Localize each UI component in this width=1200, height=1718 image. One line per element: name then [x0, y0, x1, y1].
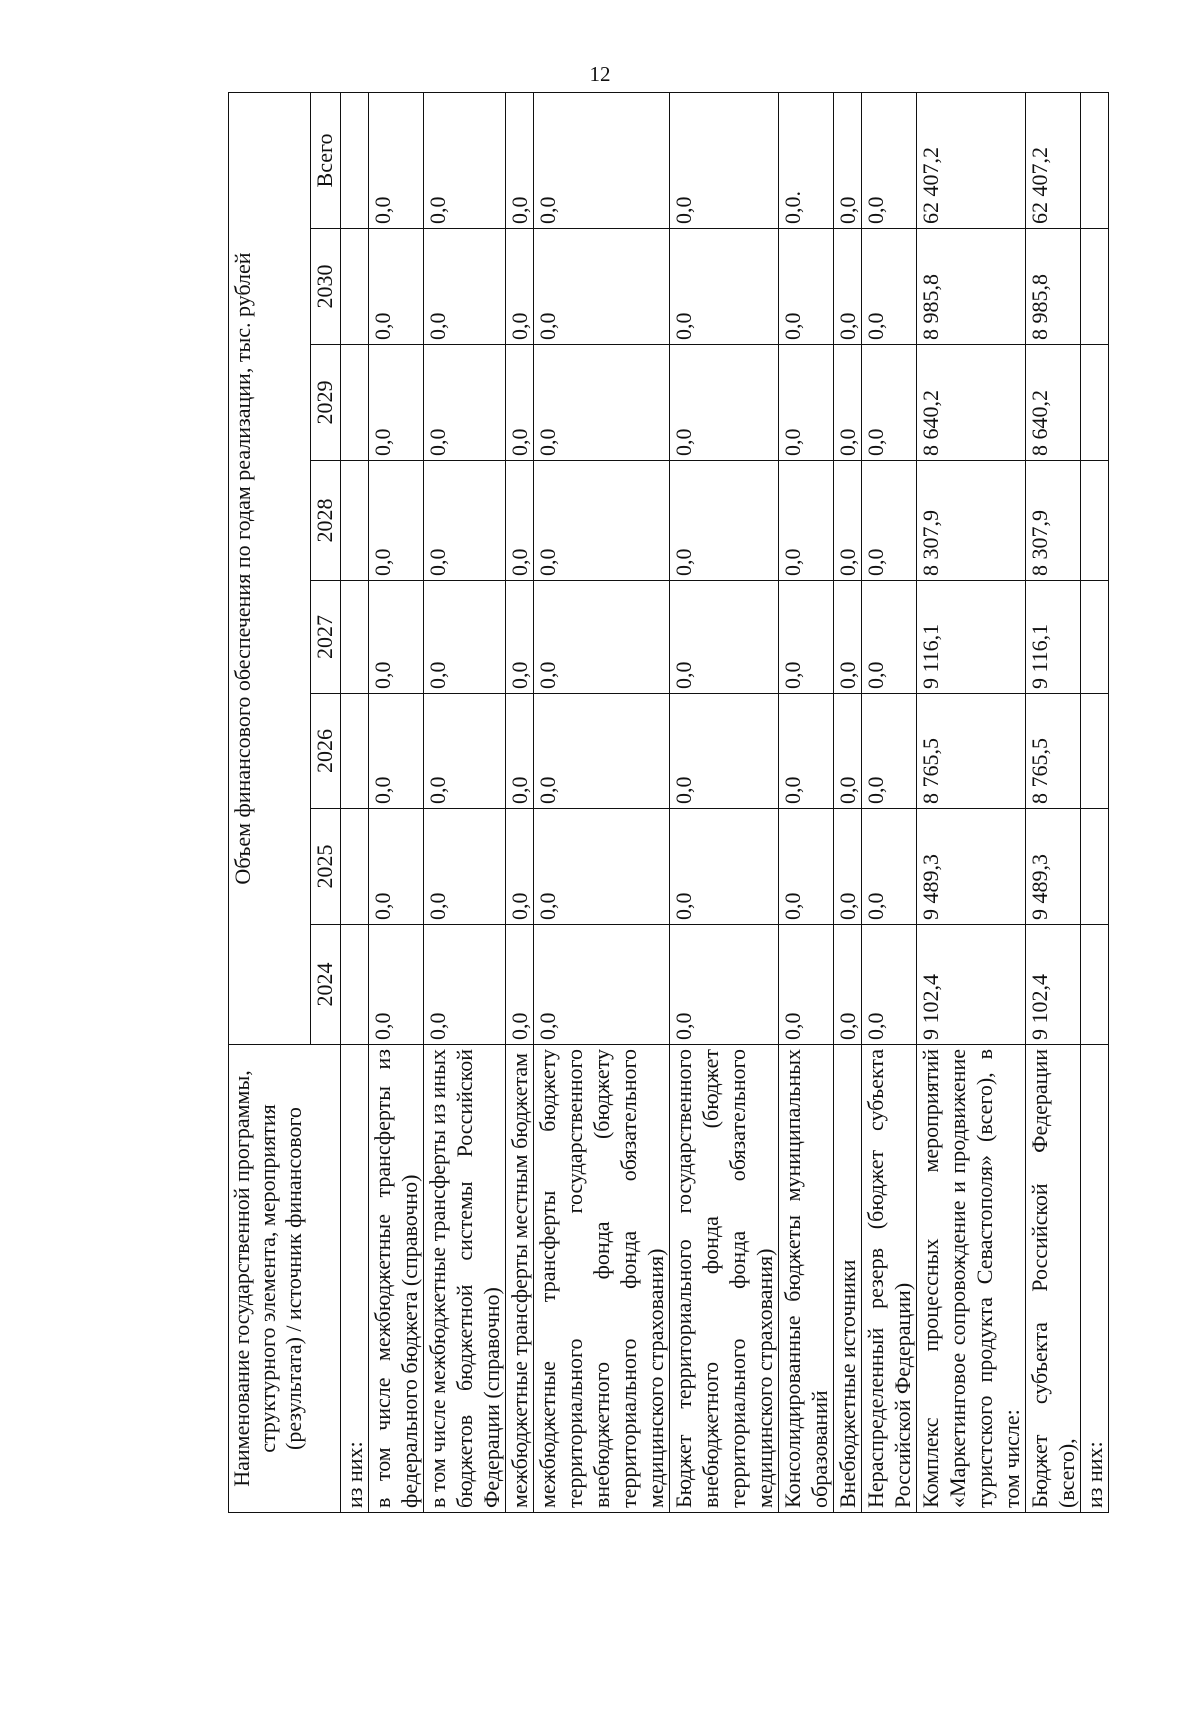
value-total: 0,0 [534, 92, 670, 228]
value-2026: 0,0 [424, 694, 506, 809]
value-2028: 8 307,9 [917, 461, 1026, 581]
value-2025: 0,0 [779, 809, 834, 925]
header-year-2025: 2025 [311, 809, 341, 925]
value-2026 [341, 694, 369, 809]
value-2026 [1081, 694, 1109, 809]
table-row [1081, 92, 1109, 1512]
value-2025: 0,0 [834, 809, 862, 925]
value-total [1081, 92, 1109, 228]
row-name: Комплекс процессных мероприятий «Маркетинговое сопровождение и продвижение туристского продукта Севастополя» (всего), в том числе: [917, 1045, 1026, 1513]
row-name: из них: [1081, 1045, 1109, 1513]
value-2024: 0,0 [862, 925, 917, 1045]
value-2024: 0,0 [834, 925, 862, 1045]
value-2028: 0,0 [670, 461, 779, 581]
value-total: 0,0 [670, 92, 779, 228]
value-total: 0,0 [862, 92, 917, 228]
row-name: Бюджет субъекта Российской Федерации (всего), [1026, 1045, 1081, 1513]
table-row [834, 92, 862, 1512]
value-2028: 0,0 [862, 461, 917, 581]
value-2024: 0,0 [779, 925, 834, 1045]
row-name: Внебюджетные источники [834, 1045, 862, 1513]
value-2026: 8 765,5 [1026, 694, 1081, 809]
row-name: Консолидированные бюджеты муниципальных образований [779, 1045, 834, 1513]
header-year-2026: 2026 [311, 694, 341, 809]
value-2028: 0,0 [534, 461, 670, 581]
header-total: Всего [311, 92, 341, 228]
value-2030: 0,0 [834, 229, 862, 345]
value-2027: 9 116,1 [1026, 581, 1081, 694]
value-2030: 0,0 [424, 229, 506, 345]
value-total: 0,0 [369, 92, 424, 228]
value-2030: 8 985,8 [917, 229, 1026, 345]
value-2024: 9 102,4 [917, 925, 1026, 1045]
value-2026: 0,0 [670, 694, 779, 809]
value-2029: 0,0 [834, 345, 862, 461]
value-2024 [341, 925, 369, 1045]
value-2024: 0,0 [534, 925, 670, 1045]
value-2028: 8 307,9 [1026, 461, 1081, 581]
value-2030: 0,0 [369, 229, 424, 345]
value-2028: 0,0 [506, 461, 534, 581]
value-2027 [1081, 581, 1109, 694]
page-number: 12 [589, 62, 611, 86]
row-name: в том числе межбюджетные трансферты из иных бюджетов бюджетной системы Российской Федерации (справочно) [424, 1045, 506, 1513]
value-2030: 0,0 [862, 229, 917, 345]
value-2024: 0,0 [506, 925, 534, 1045]
value-2029: 8 640,2 [1026, 345, 1081, 461]
value-2026: 0,0 [534, 694, 670, 809]
value-total: 0,0. [779, 92, 834, 228]
value-2030 [1081, 229, 1109, 345]
header-year-2029: 2029 [311, 345, 341, 461]
value-2025 [341, 809, 369, 925]
value-2030: 0,0 [670, 229, 779, 345]
value-total: 0,0 [424, 92, 506, 228]
value-2024: 0,0 [424, 925, 506, 1045]
table-row [369, 92, 424, 1512]
value-2026: 0,0 [834, 694, 862, 809]
row-name: в том числе межбюджетные трансферты из федерального бюджета (справочно) [369, 1045, 424, 1513]
value-2027: 9 116,1 [917, 581, 1026, 694]
value-2025: 9 489,3 [1026, 809, 1081, 925]
table-row [779, 92, 834, 1512]
value-2028: 0,0 [779, 461, 834, 581]
row-name: Бюджет территориального государственного внебюджетного фонда (бюджет территориального фонда обязательного медицинского страхования) [670, 1045, 779, 1513]
value-2027: 0,0 [506, 581, 534, 694]
value-2027: 0,0 [369, 581, 424, 694]
value-total: 62 407,2 [917, 92, 1026, 228]
value-2026: 0,0 [779, 694, 834, 809]
rotated-table-wrapper [228, 93, 1107, 1513]
value-2028 [1081, 461, 1109, 581]
value-total [341, 92, 369, 228]
value-2024: 0,0 [369, 925, 424, 1045]
header-year-2028: 2028 [311, 461, 341, 581]
value-2028: 0,0 [834, 461, 862, 581]
value-2030: 0,0 [779, 229, 834, 345]
value-2029: 0,0 [862, 345, 917, 461]
value-2025: 0,0 [424, 809, 506, 925]
value-2027: 0,0 [534, 581, 670, 694]
table-row [341, 92, 369, 1512]
value-2029: 0,0 [670, 345, 779, 461]
table-row [862, 92, 917, 1512]
row-name: из них: [341, 1045, 369, 1513]
row-name: межбюджетные трансферты местным бюджетам [506, 1045, 534, 1513]
value-2025: 0,0 [534, 809, 670, 925]
header-name-column: Наименование государственной программы, структурного элемента, мероприятия (результата) / источник финансового [229, 1045, 341, 1513]
value-2024: 9 102,4 [1026, 925, 1081, 1045]
value-2029: 0,0 [369, 345, 424, 461]
table-row [1026, 92, 1081, 1512]
budget-table [228, 92, 1109, 1513]
header-year-2024: 2024 [311, 925, 341, 1045]
row-name: межбюджетные трансферты бюджету территориального государственного внебюджетного фонда (бюджету территориального фонда обязательного медицинского страхования) [534, 1045, 670, 1513]
table-row [534, 92, 670, 1512]
value-2027: 0,0 [424, 581, 506, 694]
table-row [506, 92, 534, 1512]
value-2030: 0,0 [506, 229, 534, 345]
value-2030: 0,0 [534, 229, 670, 345]
value-2030: 8 985,8 [1026, 229, 1081, 345]
table-row [917, 92, 1026, 1512]
header-year-2027: 2027 [311, 581, 341, 694]
header-funding-group: Объем финансового обеспечения по годам реализации, тыс. рублей [229, 92, 311, 1044]
value-total: 0,0 [506, 92, 534, 228]
value-2025: 9 489,3 [917, 809, 1026, 925]
value-2025 [1081, 809, 1109, 925]
value-total: 0,0 [834, 92, 862, 228]
value-2029: 0,0 [506, 345, 534, 461]
value-2029: 0,0 [424, 345, 506, 461]
row-name: Нераспределенный резерв (бюджет субъекта Российской Федерации) [862, 1045, 917, 1513]
value-2024 [1081, 925, 1109, 1045]
header-year-2030: 2030 [311, 229, 341, 345]
value-2029: 0,0 [779, 345, 834, 461]
value-2025: 0,0 [670, 809, 779, 925]
value-2026: 0,0 [506, 694, 534, 809]
value-2025: 0,0 [506, 809, 534, 925]
value-2024: 0,0 [670, 925, 779, 1045]
value-2028 [341, 461, 369, 581]
value-2029: 8 640,2 [917, 345, 1026, 461]
value-2025: 0,0 [862, 809, 917, 925]
value-2029: 0,0 [534, 345, 670, 461]
value-2025: 0,0 [369, 809, 424, 925]
table-row [424, 92, 506, 1512]
value-2027: 0,0 [670, 581, 779, 694]
value-2029 [341, 345, 369, 461]
value-2027 [341, 581, 369, 694]
value-2026: 0,0 [369, 694, 424, 809]
value-2026: 8 765,5 [917, 694, 1026, 809]
value-2026: 0,0 [862, 694, 917, 809]
value-total: 62 407,2 [1026, 92, 1081, 228]
table-row [670, 92, 779, 1512]
value-2027: 0,0 [862, 581, 917, 694]
value-2028: 0,0 [369, 461, 424, 581]
value-2027: 0,0 [779, 581, 834, 694]
value-2029 [1081, 345, 1109, 461]
value-2028: 0,0 [424, 461, 506, 581]
value-2027: 0,0 [834, 581, 862, 694]
value-2030 [341, 229, 369, 345]
